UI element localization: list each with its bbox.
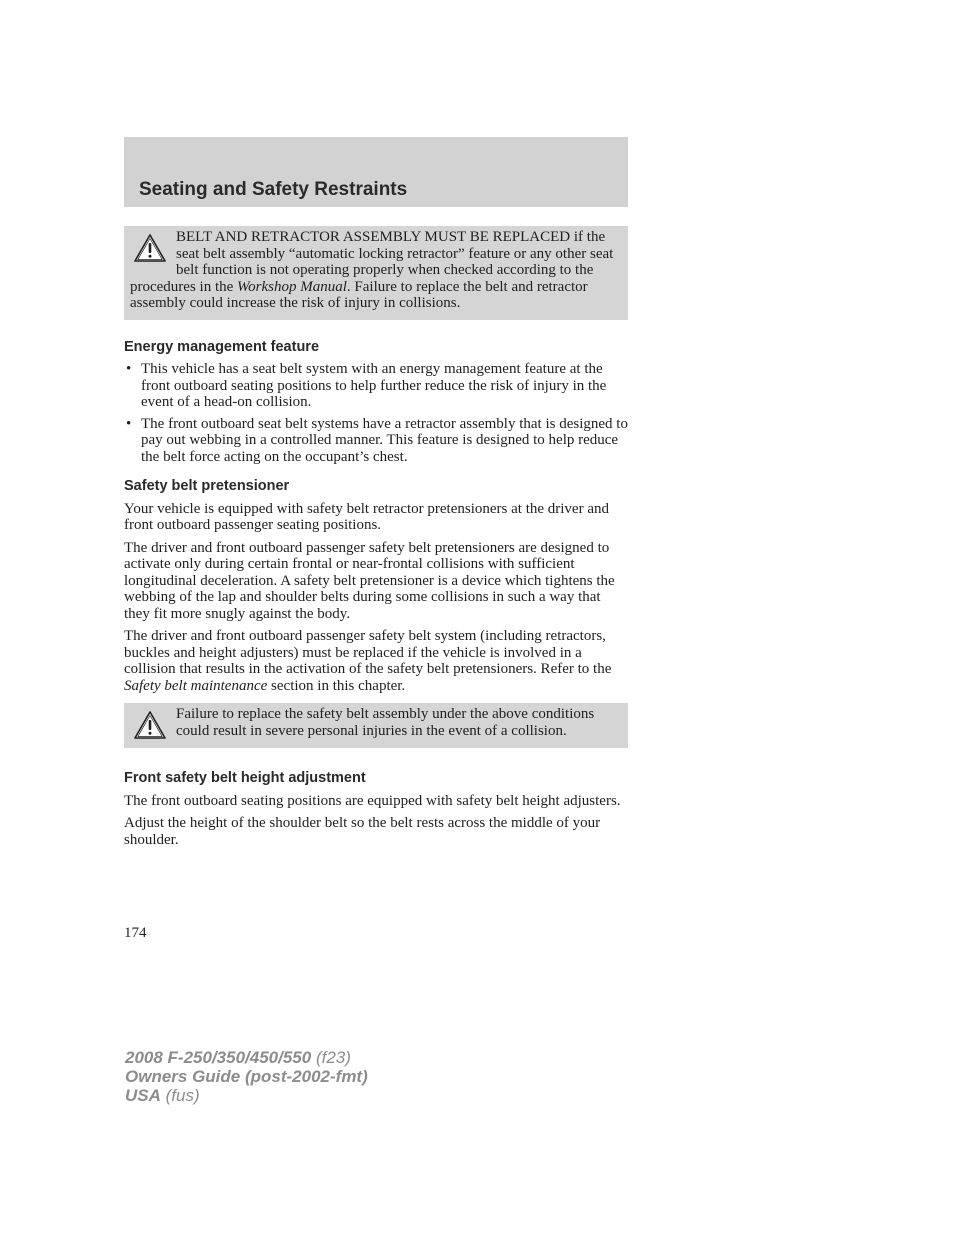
page-number: 174 <box>124 925 147 941</box>
footer-line-market: USA (fus) <box>125 1086 200 1105</box>
paragraph: The front outboard seating positions are equipped with safety belt height adjusters. <box>124 792 621 809</box>
list-item: • The front outboard seat belt systems have a retractor assembly that is designed to pay out webbing in a controlled manner. This feature is designed to help reduce the belt force acting on the occupant’s chest. <box>126 415 628 465</box>
heading-safety-belt-pretensioner: Safety belt pretensioner <box>124 478 290 494</box>
heading-energy-management: Energy management feature <box>124 338 320 355</box>
document-footer <box>125 1048 368 1105</box>
paragraph: Your vehicle is equipped with safety belt retractor pretensioners at the driver and front outboard passenger seating positions. <box>124 500 609 533</box>
paragraph: The driver and front outboard passenger safety belt system (including retractors, buckles and height adjusters) must be replaced if the vehicle is involved in a collision that results in the activation of the safety belt pretensioners. Refer to the Safety belt maintenance section in this chapter. <box>124 628 612 694</box>
paragraph: The driver and front outboard passenger safety belt pretensioners are designed to activate only during certain frontal or near-frontal collisions with sufficient longitudinal deceleration. A safety belt pretensioner is a device which tightens the webbing of the lap and shoulder belts during some collisions in such a way that they fit more snugly against the body. <box>124 539 615 622</box>
warning-box-belt-retractor <box>124 226 628 320</box>
footer-line-guide: Owners Guide (post-2002-fmt) <box>125 1067 368 1086</box>
bullet-icon: • <box>126 415 132 432</box>
warning-triangle-icon <box>133 710 167 740</box>
chapter-header-band <box>124 137 628 207</box>
bullet-icon: • <box>126 361 132 377</box>
list-item: • This vehicle has a seat belt system with an energy management feature at the front outboard seating positions to help further reduce the risk of injury in the event of a head-on collision. <box>126 361 607 410</box>
page-content <box>124 226 628 848</box>
footer-line-model: 2008 F-250/350/450/550 (f23) <box>125 1048 351 1067</box>
heading-height-adjustment: Front safety belt height adjustment <box>124 770 366 786</box>
energy-bullet-list <box>124 361 628 465</box>
warning-triangle-icon <box>133 233 167 263</box>
paragraph: Adjust the height of the shoulder belt so the belt rests across the middle of your shoulder. <box>124 815 601 848</box>
warning-text: Failure to replace the safety belt assembly under the above conditions could result in severe personal injuries in the event of a collision. <box>176 706 595 739</box>
chapter-title: Seating and Safety Restraints <box>139 179 408 200</box>
warning-box-replace-assembly <box>124 703 628 748</box>
warning-text: BELT AND RETRACTOR ASSEMBLY MUST BE REPLACED if the seat belt assembly “automatic locking retractor” feature or any other seat belt function is not operating properly when checked according to the procedures in the Workshop Manual. Failure to replace the belt and retractor assembly could increase the risk of injury in collisions. <box>130 229 614 311</box>
